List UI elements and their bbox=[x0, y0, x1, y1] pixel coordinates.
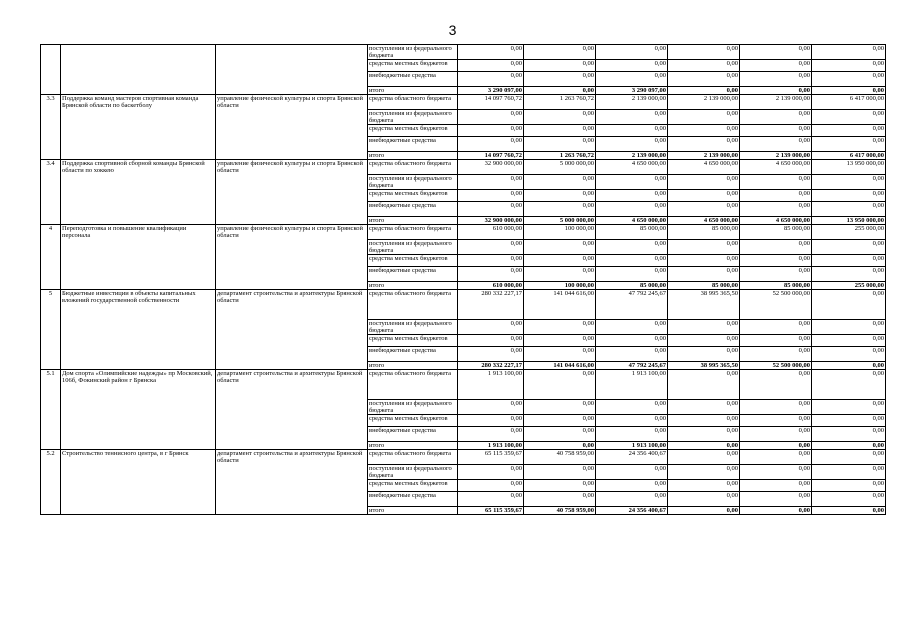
amount-cell: 0,00 bbox=[740, 492, 812, 507]
amount-cell: 0,00 bbox=[740, 370, 812, 400]
amount-cell: 2 139 000,00 bbox=[668, 152, 740, 160]
amount-cell: 0,00 bbox=[524, 137, 596, 152]
amount-cell: 40 758 959,00 bbox=[524, 507, 596, 515]
amount-cell: 0,00 bbox=[458, 125, 524, 137]
funding-source: средства местных бюджетов bbox=[368, 190, 458, 202]
amount-cell: 0,00 bbox=[524, 87, 596, 95]
item-name: Поддержка команд мастеров спортивная команда Брянской области по баскетболу bbox=[61, 95, 216, 160]
amount-cell: 1 263 760,72 bbox=[524, 95, 596, 110]
funding-source: поступления из федерального бюджета bbox=[368, 400, 458, 415]
item-number: 5 bbox=[41, 290, 61, 370]
funding-source: средства местных бюджетов bbox=[368, 415, 458, 427]
amount-cell: 0,00 bbox=[524, 175, 596, 190]
amount-cell: 0,00 bbox=[524, 492, 596, 507]
amount-cell: 1 913 100,00 bbox=[596, 442, 668, 450]
amount-cell: 0,00 bbox=[740, 400, 812, 415]
funding-source: средства местных бюджетов bbox=[368, 60, 458, 72]
funding-source: итого bbox=[368, 87, 458, 95]
amount-cell: 0,00 bbox=[524, 45, 596, 60]
item-name: Бюджетные инвестиции в объекты капитальных вложений государственной собственности bbox=[61, 290, 216, 370]
amount-cell: 0,00 bbox=[458, 320, 524, 335]
amount-cell: 0,00 bbox=[458, 255, 524, 267]
amount-cell: 0,00 bbox=[740, 240, 812, 255]
amount-cell: 280 332 227,17 bbox=[458, 362, 524, 370]
funding-source: средства местных бюджетов bbox=[368, 480, 458, 492]
amount-cell: 47 792 245,67 bbox=[596, 290, 668, 320]
amount-cell: 3 290 097,00 bbox=[596, 87, 668, 95]
funding-source: средства областного бюджета bbox=[368, 160, 458, 175]
amount-cell: 0,00 bbox=[812, 507, 886, 515]
amount-cell: 4 650 000,00 bbox=[596, 160, 668, 175]
amount-cell: 0,00 bbox=[596, 267, 668, 282]
amount-cell: 0,00 bbox=[596, 427, 668, 442]
amount-cell: 1 263 760,72 bbox=[524, 152, 596, 160]
item-number: 5.2 bbox=[41, 450, 61, 515]
amount-cell: 0,00 bbox=[458, 72, 524, 87]
amount-cell: 0,00 bbox=[596, 110, 668, 125]
amount-cell: 0,00 bbox=[596, 240, 668, 255]
amount-cell: 85 000,00 bbox=[740, 225, 812, 240]
amount-cell: 0,00 bbox=[668, 492, 740, 507]
amount-cell: 4 650 000,00 bbox=[596, 217, 668, 225]
amount-cell: 0,00 bbox=[812, 362, 886, 370]
amount-cell: 0,00 bbox=[740, 320, 812, 335]
amount-cell: 0,00 bbox=[812, 175, 886, 190]
funding-source: средства местных бюджетов bbox=[368, 125, 458, 137]
amount-cell: 0,00 bbox=[668, 202, 740, 217]
amount-cell: 0,00 bbox=[812, 347, 886, 362]
amount-cell: 0,00 bbox=[458, 267, 524, 282]
funding-source: поступления из федерального бюджета bbox=[368, 320, 458, 335]
amount-cell: 0,00 bbox=[812, 400, 886, 415]
amount-cell: 280 332 227,17 bbox=[458, 290, 524, 320]
amount-cell: 0,00 bbox=[596, 175, 668, 190]
amount-cell: 32 900 000,00 bbox=[458, 217, 524, 225]
amount-cell: 1 913 100,00 bbox=[596, 370, 668, 400]
amount-cell: 0,00 bbox=[812, 45, 886, 60]
funding-source: поступления из федерального бюджета bbox=[368, 45, 458, 60]
amount-cell: 0,00 bbox=[740, 72, 812, 87]
amount-cell: 0,00 bbox=[668, 125, 740, 137]
amount-cell: 0,00 bbox=[812, 190, 886, 202]
amount-cell: 0,00 bbox=[812, 370, 886, 400]
amount-cell: 0,00 bbox=[524, 125, 596, 137]
amount-cell: 0,00 bbox=[668, 240, 740, 255]
amount-cell: 0,00 bbox=[596, 415, 668, 427]
amount-cell: 0,00 bbox=[524, 60, 596, 72]
funding-source: средства областного бюджета bbox=[368, 95, 458, 110]
amount-cell: 0,00 bbox=[668, 465, 740, 480]
amount-cell: 0,00 bbox=[458, 400, 524, 415]
amount-cell: 0,00 bbox=[812, 255, 886, 267]
amount-cell: 0,00 bbox=[458, 335, 524, 347]
funding-source: средства областного бюджета bbox=[368, 450, 458, 465]
amount-cell: 0,00 bbox=[668, 480, 740, 492]
amount-cell: 0,00 bbox=[812, 72, 886, 87]
amount-cell: 4 650 000,00 bbox=[740, 160, 812, 175]
amount-cell: 6 417 000,00 bbox=[812, 152, 886, 160]
amount-cell: 85 000,00 bbox=[668, 225, 740, 240]
amount-cell: 38 995 365,50 bbox=[668, 362, 740, 370]
funding-source: итого bbox=[368, 442, 458, 450]
amount-cell: 4 650 000,00 bbox=[668, 160, 740, 175]
amount-cell: 38 995 365,50 bbox=[668, 290, 740, 320]
funding-source: средства областного бюджета bbox=[368, 370, 458, 400]
amount-cell: 0,00 bbox=[740, 442, 812, 450]
amount-cell: 24 356 400,67 bbox=[596, 507, 668, 515]
amount-cell: 100 000,00 bbox=[524, 225, 596, 240]
amount-cell: 40 758 959,00 bbox=[524, 450, 596, 465]
amount-cell: 0,00 bbox=[740, 415, 812, 427]
amount-cell: 13 950 000,00 bbox=[812, 160, 886, 175]
amount-cell: 0,00 bbox=[524, 190, 596, 202]
amount-cell: 0,00 bbox=[596, 480, 668, 492]
amount-cell: 6 417 000,00 bbox=[812, 95, 886, 110]
amount-cell: 0,00 bbox=[524, 267, 596, 282]
amount-cell: 0,00 bbox=[812, 60, 886, 72]
amount-cell: 0,00 bbox=[740, 465, 812, 480]
amount-cell: 0,00 bbox=[596, 347, 668, 362]
funding-source: итого bbox=[368, 282, 458, 290]
amount-cell: 0,00 bbox=[458, 60, 524, 72]
funding-source: средства областного бюджета bbox=[368, 225, 458, 240]
amount-cell: 0,00 bbox=[458, 137, 524, 152]
amount-cell: 0,00 bbox=[458, 45, 524, 60]
amount-cell: 24 356 400,67 bbox=[596, 450, 668, 465]
amount-cell: 0,00 bbox=[596, 320, 668, 335]
amount-cell: 0,00 bbox=[596, 492, 668, 507]
amount-cell: 0,00 bbox=[458, 427, 524, 442]
amount-cell: 0,00 bbox=[668, 267, 740, 282]
funding-source: поступления из федерального бюджета bbox=[368, 175, 458, 190]
item-executor: управление физической культуры и спорта Брянской области bbox=[216, 95, 368, 160]
amount-cell: 0,00 bbox=[668, 415, 740, 427]
page-number: 3 bbox=[448, 22, 457, 38]
amount-cell: 85 000,00 bbox=[668, 282, 740, 290]
amount-cell: 0,00 bbox=[740, 87, 812, 95]
amount-cell: 0,00 bbox=[524, 415, 596, 427]
amount-cell: 0,00 bbox=[596, 60, 668, 72]
table-row bbox=[41, 160, 886, 175]
amount-cell: 0,00 bbox=[740, 255, 812, 267]
amount-cell: 255 000,00 bbox=[812, 282, 886, 290]
table-row bbox=[41, 95, 886, 110]
amount-cell: 0,00 bbox=[524, 465, 596, 480]
table-row bbox=[41, 225, 886, 240]
amount-cell: 0,00 bbox=[458, 465, 524, 480]
funding-source: поступления из федерального бюджета bbox=[368, 110, 458, 125]
amount-cell: 0,00 bbox=[524, 427, 596, 442]
funding-source: средства местных бюджетов bbox=[368, 255, 458, 267]
amount-cell: 5 000 000,00 bbox=[524, 160, 596, 175]
funding-source: итого bbox=[368, 217, 458, 225]
amount-cell: 0,00 bbox=[740, 480, 812, 492]
amount-cell: 610 000,00 bbox=[458, 225, 524, 240]
amount-cell: 85 000,00 bbox=[740, 282, 812, 290]
amount-cell: 0,00 bbox=[740, 202, 812, 217]
amount-cell: 0,00 bbox=[812, 465, 886, 480]
amount-cell: 0,00 bbox=[740, 137, 812, 152]
amount-cell: 0,00 bbox=[524, 72, 596, 87]
item-number: 5.1 bbox=[41, 370, 61, 450]
amount-cell: 0,00 bbox=[740, 190, 812, 202]
amount-cell: 0,00 bbox=[596, 202, 668, 217]
amount-cell: 0,00 bbox=[596, 72, 668, 87]
amount-cell: 5 000 000,00 bbox=[524, 217, 596, 225]
item-executor bbox=[216, 45, 368, 95]
amount-cell: 52 500 000,00 bbox=[740, 362, 812, 370]
amount-cell: 0,00 bbox=[596, 190, 668, 202]
amount-cell: 13 950 000,00 bbox=[812, 217, 886, 225]
amount-cell: 0,00 bbox=[812, 427, 886, 442]
amount-cell: 0,00 bbox=[596, 125, 668, 137]
amount-cell: 0,00 bbox=[668, 507, 740, 515]
amount-cell: 0,00 bbox=[458, 492, 524, 507]
amount-cell: 0,00 bbox=[812, 480, 886, 492]
amount-cell: 0,00 bbox=[668, 427, 740, 442]
amount-cell: 0,00 bbox=[812, 415, 886, 427]
funding-source: итого bbox=[368, 152, 458, 160]
amount-cell: 0,00 bbox=[740, 507, 812, 515]
funding-source: внебюджетные средства bbox=[368, 137, 458, 152]
funding-source: средства местных бюджетов bbox=[368, 335, 458, 347]
amount-cell: 0,00 bbox=[458, 415, 524, 427]
amount-cell: 0,00 bbox=[524, 202, 596, 217]
amount-cell: 0,00 bbox=[668, 400, 740, 415]
amount-cell: 0,00 bbox=[668, 110, 740, 125]
amount-cell: 0,00 bbox=[458, 240, 524, 255]
amount-cell: 0,00 bbox=[812, 240, 886, 255]
amount-cell: 85 000,00 bbox=[596, 282, 668, 290]
funding-source: внебюджетные средства bbox=[368, 492, 458, 507]
amount-cell: 2 139 000,00 bbox=[740, 152, 812, 160]
amount-cell: 0,00 bbox=[668, 175, 740, 190]
amount-cell: 0,00 bbox=[524, 255, 596, 267]
funding-source: внебюджетные средства bbox=[368, 347, 458, 362]
item-number: 3.4 bbox=[41, 160, 61, 225]
amount-cell: 0,00 bbox=[668, 335, 740, 347]
amount-cell: 0,00 bbox=[524, 480, 596, 492]
amount-cell: 0,00 bbox=[812, 450, 886, 465]
amount-cell: 0,00 bbox=[812, 335, 886, 347]
amount-cell: 100 000,00 bbox=[524, 282, 596, 290]
amount-cell: 3 290 097,00 bbox=[458, 87, 524, 95]
item-executor: управление физической культуры и спорта Брянской области bbox=[216, 225, 368, 290]
amount-cell: 0,00 bbox=[812, 290, 886, 320]
amount-cell: 2 139 000,00 bbox=[740, 95, 812, 110]
amount-cell: 0,00 bbox=[668, 450, 740, 465]
funding-source: внебюджетные средства bbox=[368, 72, 458, 87]
amount-cell: 0,00 bbox=[524, 110, 596, 125]
amount-cell: 255 000,00 bbox=[812, 225, 886, 240]
funding-source: итого bbox=[368, 362, 458, 370]
table-row bbox=[41, 370, 886, 400]
amount-cell: 0,00 bbox=[812, 267, 886, 282]
amount-cell: 1 913 100,00 bbox=[458, 442, 524, 450]
amount-cell: 0,00 bbox=[524, 240, 596, 255]
item-name: Поддержка спортивной сборной команды Брянской области по хоккею bbox=[61, 160, 216, 225]
amount-cell: 0,00 bbox=[740, 175, 812, 190]
amount-cell: 0,00 bbox=[524, 400, 596, 415]
amount-cell: 2 139 000,00 bbox=[668, 95, 740, 110]
amount-cell: 0,00 bbox=[740, 125, 812, 137]
amount-cell: 0,00 bbox=[458, 480, 524, 492]
amount-cell: 0,00 bbox=[668, 442, 740, 450]
amount-cell: 0,00 bbox=[458, 190, 524, 202]
budget-table bbox=[40, 44, 886, 515]
amount-cell: 32 900 000,00 bbox=[458, 160, 524, 175]
amount-cell: 0,00 bbox=[740, 60, 812, 72]
table-row bbox=[41, 45, 886, 60]
amount-cell: 0,00 bbox=[458, 202, 524, 217]
amount-cell: 2 139 000,00 bbox=[596, 95, 668, 110]
table-row bbox=[41, 290, 886, 320]
amount-cell: 0,00 bbox=[668, 320, 740, 335]
amount-cell: 0,00 bbox=[668, 137, 740, 152]
amount-cell: 0,00 bbox=[668, 45, 740, 60]
item-name: Переподготовка и повышение квалификации персонала bbox=[61, 225, 216, 290]
amount-cell: 0,00 bbox=[596, 335, 668, 347]
funding-source: средства областного бюджета bbox=[368, 290, 458, 320]
amount-cell: 0,00 bbox=[668, 347, 740, 362]
funding-source: поступления из федерального бюджета bbox=[368, 465, 458, 480]
item-number bbox=[41, 45, 61, 95]
amount-cell: 0,00 bbox=[812, 320, 886, 335]
amount-cell: 0,00 bbox=[596, 137, 668, 152]
amount-cell: 141 044 616,00 bbox=[524, 290, 596, 320]
amount-cell: 0,00 bbox=[596, 45, 668, 60]
amount-cell: 0,00 bbox=[740, 450, 812, 465]
amount-cell: 610 000,00 bbox=[458, 282, 524, 290]
amount-cell: 0,00 bbox=[740, 45, 812, 60]
amount-cell: 0,00 bbox=[812, 442, 886, 450]
item-name: Дом спорта «Олимпийские надежды» пр Московский, 106б, Фокинский район г Брянска bbox=[61, 370, 216, 450]
amount-cell: 0,00 bbox=[812, 87, 886, 95]
amount-cell: 0,00 bbox=[812, 125, 886, 137]
funding-source: итого bbox=[368, 507, 458, 515]
amount-cell: 0,00 bbox=[812, 202, 886, 217]
amount-cell: 85 000,00 bbox=[596, 225, 668, 240]
item-executor: департамент строительства и архитектуры Брянской области bbox=[216, 290, 368, 370]
amount-cell: 14 097 760,72 bbox=[458, 152, 524, 160]
amount-cell: 2 139 000,00 bbox=[596, 152, 668, 160]
item-number: 4 bbox=[41, 225, 61, 290]
amount-cell: 141 044 616,00 bbox=[524, 362, 596, 370]
funding-source: внебюджетные средства bbox=[368, 267, 458, 282]
amount-cell: 0,00 bbox=[668, 255, 740, 267]
funding-source: внебюджетные средства bbox=[368, 202, 458, 217]
amount-cell: 4 650 000,00 bbox=[740, 217, 812, 225]
funding-source: внебюджетные средства bbox=[368, 427, 458, 442]
amount-cell: 0,00 bbox=[668, 190, 740, 202]
amount-cell: 0,00 bbox=[740, 267, 812, 282]
item-name bbox=[61, 45, 216, 95]
amount-cell: 1 913 100,00 bbox=[458, 370, 524, 400]
amount-cell: 0,00 bbox=[524, 442, 596, 450]
amount-cell: 0,00 bbox=[596, 465, 668, 480]
amount-cell: 0,00 bbox=[524, 347, 596, 362]
amount-cell: 0,00 bbox=[812, 137, 886, 152]
amount-cell: 0,00 bbox=[812, 110, 886, 125]
amount-cell: 0,00 bbox=[740, 427, 812, 442]
amount-cell: 0,00 bbox=[524, 335, 596, 347]
amount-cell: 0,00 bbox=[596, 255, 668, 267]
amount-cell: 0,00 bbox=[668, 87, 740, 95]
amount-cell: 0,00 bbox=[668, 370, 740, 400]
table-row bbox=[41, 450, 886, 465]
item-executor: управление физической культуры и спорта Брянской области bbox=[216, 160, 368, 225]
amount-cell: 0,00 bbox=[596, 400, 668, 415]
amount-cell: 65 115 359,67 bbox=[458, 450, 524, 465]
amount-cell: 0,00 bbox=[524, 370, 596, 400]
amount-cell: 0,00 bbox=[740, 347, 812, 362]
amount-cell: 0,00 bbox=[740, 110, 812, 125]
item-executor: департамент строительства и архитектуры Брянской области bbox=[216, 370, 368, 450]
item-name: Строительство теннисного центра, в г Брянск bbox=[61, 450, 216, 515]
amount-cell: 0,00 bbox=[668, 60, 740, 72]
amount-cell: 0,00 bbox=[740, 335, 812, 347]
budget-table-body bbox=[41, 45, 886, 515]
amount-cell: 47 792 245,67 bbox=[596, 362, 668, 370]
amount-cell: 0,00 bbox=[668, 72, 740, 87]
amount-cell: 0,00 bbox=[458, 347, 524, 362]
funding-source: поступления из федерального бюджета bbox=[368, 240, 458, 255]
item-number: 3.3 bbox=[41, 95, 61, 160]
amount-cell: 65 115 359,67 bbox=[458, 507, 524, 515]
amount-cell: 0,00 bbox=[524, 320, 596, 335]
amount-cell: 0,00 bbox=[458, 110, 524, 125]
amount-cell: 52 500 000,00 bbox=[740, 290, 812, 320]
amount-cell: 0,00 bbox=[812, 492, 886, 507]
amount-cell: 0,00 bbox=[458, 175, 524, 190]
amount-cell: 4 650 000,00 bbox=[668, 217, 740, 225]
item-executor: департамент строительства и архитектуры Брянской области bbox=[216, 450, 368, 515]
amount-cell: 14 097 760,72 bbox=[458, 95, 524, 110]
